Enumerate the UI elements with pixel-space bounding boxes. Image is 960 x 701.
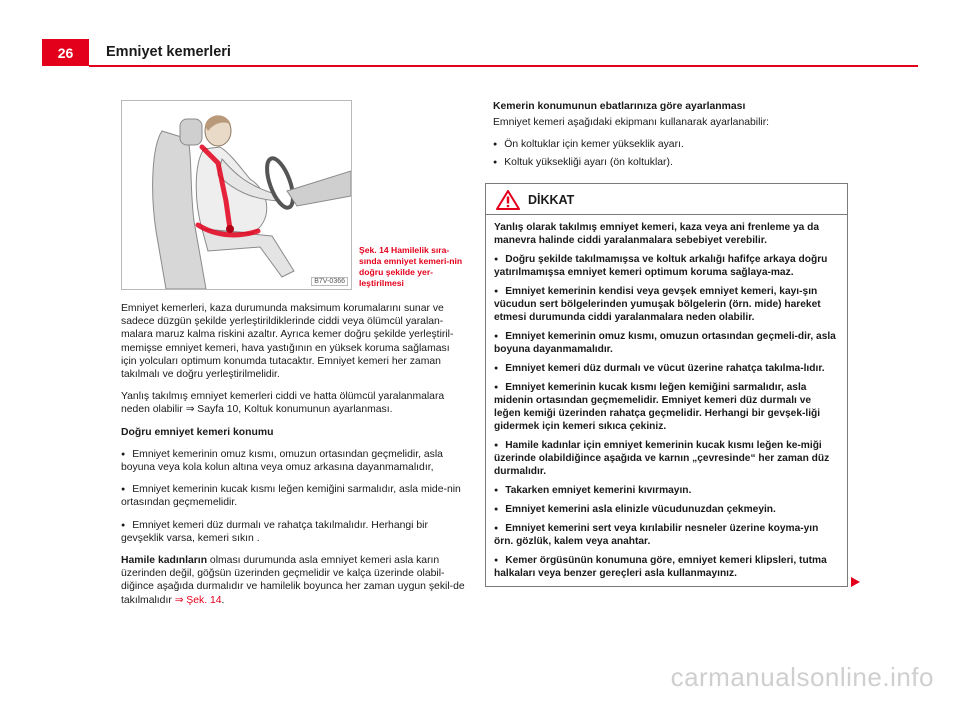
warning-item: ● Kemer örgüsünün konumuna göre, emniyet kemeri klipsleri, tutma halkaları veya benzer gereçleri asla kullanmayınız. (494, 554, 839, 580)
intro-paragraph: Emniyet kemerleri, kaza durumunda maksimum korumalarını sunar ve sadece düzgün şekilde yerleştirildiklerinde ciddi veya ölümcül yaralan-malara maruz kalma riskini azaltır. Ayrıca kemer doğru şekilde yerleştiril-memişse emniyet kemeri, hava yastığının en yüksek koruma sağlaması için yolcuları optimum konumda tutacaktır. Emniyet kemeri her zaman takılmalı ve doğru yerleştirilmelidir. (121, 303, 454, 381)
header-divider (89, 65, 918, 67)
figure-code: B7V-0366 (311, 277, 348, 286)
pregnancy-lead: Hamile kadınların (121, 555, 208, 567)
pregnancy-paragraph (121, 554, 467, 607)
figure-reference-link[interactable]: ⇒ Şek. 14 (174, 594, 222, 606)
pregnancy-text: olması durumunda asla emniyet kemeri asla karın üzerinden değil, göğsün üzerinden geçmelidir ve kalça üzerinde olabil-diğince aşağıda durmalıdır ve hamilelik boyunca her zaman uygun şekil-de takılmalıdır (121, 555, 465, 606)
warning-paragraph: Yanlış takılmış emniyet kemerleri ciddi ve hatta ölümcül yaralanmalara neden olabilir ⇒ Sayfa 10, Koltuk konumunun ayarlanması. (121, 391, 445, 416)
warning-item: ● Emniyet kemerinin omuz kısmı, omuzun ortasından geçmeli-dir, asla boyuna dayanmamalıdır. (494, 330, 839, 356)
watermark: carmanualsonline.info (670, 662, 934, 692)
adjust-heading: Kemerin konumunun ebatlarınıza göre ayarlanması (493, 101, 746, 112)
warning-box (485, 183, 848, 587)
list-item: ● Ön koltuklar için kemer yükseklik ayarı. (493, 138, 848, 151)
adjust-intro: Emniyet kemeri aşağıdaki ekipmanı kullanarak ayarlanabilir: (493, 117, 770, 129)
warning-item: ● Emniyet kemerini sert veya kırılabilir nesneler üzerine koyma-yın örn. gözlük, kalem veya anahtar. (494, 522, 839, 548)
figure-caption: Şek. 14 Hamilelik sıra-sında emniyet kemeri-nin doğru şekilde yer-leştirilmesi (359, 245, 463, 288)
warning-intro: Yanlış olarak takılmış emniyet kemeri, kaza veya ani frenleme ya da manevra halinde ciddi yaralanmalara sebebiyet verebilir. (494, 222, 820, 246)
warning-triangle-icon (496, 190, 520, 210)
page-title: Emniyet kemerleri (106, 44, 231, 60)
warning-body (486, 215, 847, 580)
list-item: ● Emniyet kemerinin kucak kısmı leğen kemiğini sarmalıdır, asla mide-nin ortasından geçmemelidir. (121, 483, 467, 509)
pregnancy-end: . (221, 594, 225, 606)
list-item: ● Koltuk yüksekliği ayarı (ön koltuklar). (493, 156, 848, 169)
continue-arrow-icon (851, 577, 860, 587)
list-item: ● Emniyet kemeri düz durmalı ve rahatça takılmalıdır. Herhangi bir gevşeklik varsa, kemeri sıkın . (121, 519, 467, 545)
warning-item: ● Emniyet kemerini asla elinizle vücudunuzdan çekmeyin. (494, 503, 839, 516)
warning-item: ● Emniyet kemerinin kendisi veya gevşek emniyet kemeri, kayı-şın vücudun sert bölgelerinden yumuşak bölgelerin (örn. mide) hareket etmesi durumunda ciddi yaralanmalara neden olabilir. (494, 285, 839, 324)
right-column (493, 100, 848, 178)
warning-item: ● Emniyet kemeri düz durmalı ve vücut üzerine rahatça takılma-lıdır. (494, 362, 839, 375)
left-column (121, 302, 467, 616)
warning-title: DİKKAT (528, 193, 575, 207)
section-heading: Doğru emniyet kemeri konumu (121, 426, 274, 438)
seatbelt-figure (121, 100, 352, 290)
pregnant-driver-illustration (122, 101, 351, 289)
list-item: ● Emniyet kemerinin omuz kısmı, omuzun ortasından geçmelidir, asla boyuna veya kola kolun altına veya omuz arkasına dayanmamalıdır, (121, 448, 467, 474)
warning-header (486, 184, 847, 215)
warning-item: ● Emniyet kemerinin kucak kısmı leğen kemiğini sarmalıdır, asla midenin ortasından geçmemelidir. Emniyet kemeri düz durmalı ve leğen kemiği üzerinden rahatça geçmelidir. Herhangi bir gevşek-liği gidermek için kemeri sıkıca çekiniz. (494, 381, 839, 433)
warning-item: ● Takarken emniyet kemerini kıvırmayın. (494, 484, 839, 497)
page-number: 26 (42, 39, 89, 66)
warning-item: ● Hamile kadınlar için emniyet kemerinin kucak kısmı leğen ke-miği üzerinde olabildiğince aşağıda ve karnın „çevresinde“ her zaman düz durmalıdır. (494, 439, 839, 478)
warning-item: ● Doğru şekilde takılmamışsa ve koltuk arkalığı hafifçe arkaya doğru yatırılmamışsa emniyet kemeri optimum koruma sağlaya-maz. (494, 253, 839, 279)
